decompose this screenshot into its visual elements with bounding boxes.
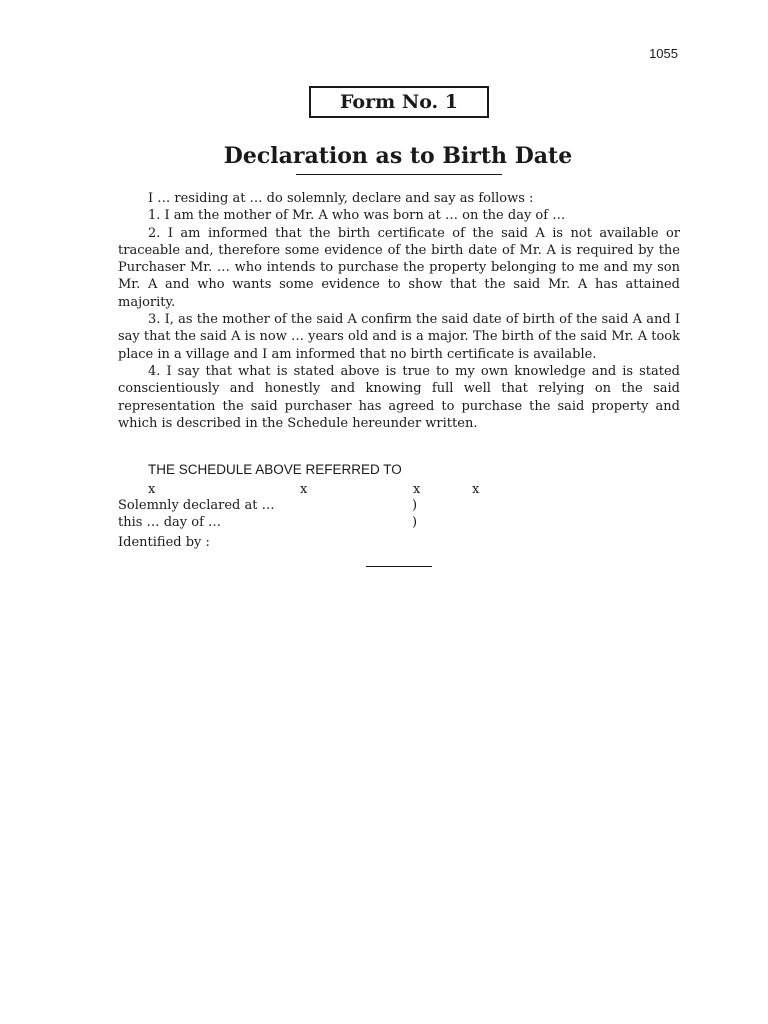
paragraph-3: 3. I, as the mother of the said A confirm the said date of birth of the said A and I say that the said A is now … years old and is a major. The birth of the said Mr. A took place in a village and I am informed that no birth certificate is available.	[118, 312, 680, 362]
title-underline	[296, 174, 502, 175]
declaration-body	[118, 190, 680, 432]
schedule-heading: THE SCHEDULE ABOVE REFERRED TO	[148, 462, 402, 477]
page-number: 1055	[649, 46, 678, 61]
day-of-line: this … day of …	[118, 515, 222, 530]
schedule-mark: x	[413, 482, 421, 497]
paragraph-1: 1. I am the mother of Mr. A who was born at … on the day of …	[148, 208, 566, 224]
paragraph-4: 4. I say that what is stated above is true to my own knowledge and is stated conscientiously and honestly and knowing full well that relying on the said representation the said purchaser has agreed to purchase the said property and which is described in the Schedule hereunder written.	[118, 363, 680, 431]
form-number-box: Form No. 1	[309, 86, 489, 118]
solemnly-declared-line: Solemnly declared at …	[118, 498, 275, 513]
schedule-mark: x	[472, 482, 480, 497]
identified-by-line: Identified by :	[118, 535, 210, 550]
page-title: Declaration as to Birth Date	[223, 143, 573, 169]
schedule-mark: x	[300, 482, 308, 497]
signature-line	[366, 566, 432, 567]
brace: )	[412, 515, 418, 530]
brace: )	[412, 498, 418, 513]
schedule-mark: x	[148, 482, 156, 497]
paragraph-intro: I … residing at … do solemnly, declare and say as follows :	[148, 191, 534, 206]
paragraph-2: 2. I am informed that the birth certificate of the said A is not available or traceable and, therefore some evidence of the birth date of Mr. A is required by the Purchaser Mr. … who intends to purchase the property belonging to me and my son Mr. A and who wants some evidence to show that the said Mr. A has attained majority.	[118, 225, 680, 310]
